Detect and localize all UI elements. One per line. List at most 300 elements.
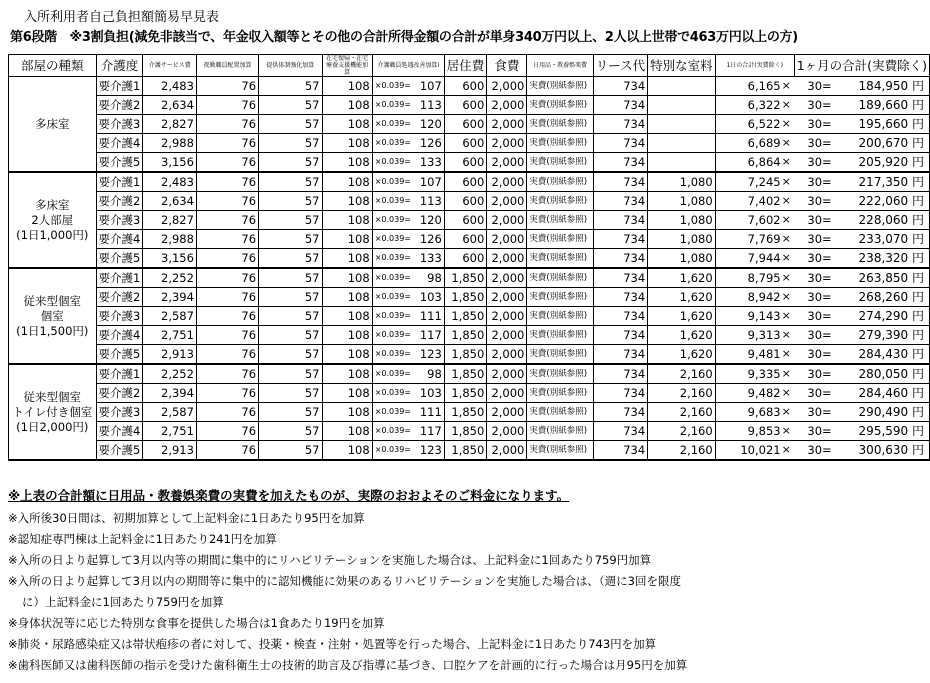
monthly-total: 184,950 円 [832,77,930,96]
daily-goods-fee: 実費(別紙参照) [527,77,593,96]
daily-goods-fee: 実費(別紙参照) [527,364,593,384]
meal-fee: 2,000 [487,403,527,422]
times-sign: × [782,288,795,307]
days-multiplier: 30= [794,288,832,307]
times-sign: × [782,403,795,422]
monthly-total: 300,630 円 [832,441,930,461]
service-system-fee: 57 [259,384,322,403]
meal-fee: 2,000 [487,441,527,461]
special-room-fee: 1,620 [648,268,716,288]
header-care-service: 介護サービス費 [143,55,196,77]
room-type-line: 多床室 [35,197,70,212]
times-sign: × [782,441,795,461]
service-system-fee: 57 [259,326,322,345]
rate-label: ×0.039= [372,77,417,96]
room-type-cell [9,77,97,173]
meal-fee: 2,000 [487,96,527,115]
times-sign: × [782,268,795,288]
treatment-improvement-fee: 117 [417,326,444,345]
times-sign: × [782,153,795,173]
times-sign: × [782,422,795,441]
monthly-total: 217,350 円 [832,172,930,192]
treatment-improvement-fee: 98 [417,364,444,384]
days-multiplier: 30= [794,153,832,173]
home-return-fee: 108 [322,345,372,365]
staff-allocation-fee: 76 [196,172,258,192]
header-special-room: 特別な室料 [648,55,716,77]
room-type-line: (1日1,000円) [16,227,89,242]
residence-fee: 600 [444,115,487,134]
care-service-fee: 2,587 [143,403,196,422]
room-type-line: 2人部屋 [31,212,74,227]
table-row [9,422,930,441]
care-service-fee: 2,483 [143,172,196,192]
times-sign: × [782,134,795,153]
days-multiplier: 30= [794,268,832,288]
days-multiplier: 30= [794,403,832,422]
service-system-fee: 57 [259,441,322,461]
rate-label: ×0.039= [372,403,417,422]
care-level: 要介護5 [96,249,143,269]
home-return-fee: 108 [322,115,372,134]
daily-goods-fee: 実費(別紙参照) [527,211,593,230]
times-sign: × [782,115,795,134]
lease-fee: 734 [593,307,647,326]
header-care-level: 介護度 [96,55,143,77]
lease-fee: 734 [593,115,647,134]
lease-fee: 734 [593,249,647,269]
care-level: 要介護5 [96,153,143,173]
note-item: ※入所の日より起算して3月以内等の期間に集中的にリハビリテーションを実施した場合は、上記料金に1回あたり759円加算 [8,553,652,567]
header-row [9,55,930,77]
residence-fee: 600 [444,96,487,115]
daily-goods-fee: 実費(別紙参照) [527,384,593,403]
lease-fee: 734 [593,384,647,403]
meal-fee: 2,000 [487,230,527,249]
treatment-improvement-fee: 111 [417,307,444,326]
residence-fee: 1,850 [444,268,487,288]
room-type-cell [9,172,97,268]
days-multiplier: 30= [794,345,832,365]
table-row [9,249,930,269]
times-sign: × [782,384,795,403]
treatment-improvement-fee: 123 [417,345,444,365]
staff-allocation-fee: 76 [196,403,258,422]
treatment-improvement-fee: 107 [417,172,444,192]
service-system-fee: 57 [259,96,322,115]
care-level: 要介護2 [96,288,143,307]
room-group [9,77,930,173]
monthly-total: 280,050 円 [832,364,930,384]
residence-fee: 600 [444,172,487,192]
daily-total: 8,795 [715,268,781,288]
treatment-improvement-fee: 103 [417,288,444,307]
note-item: ※肺炎・尿路感染症又は帯状疱疹の者に対して、投薬・検査・注射・処置等を行った場合、上記料金に1日あたり743円を加算 [8,637,657,651]
service-system-fee: 57 [259,288,322,307]
treatment-improvement-fee: 111 [417,403,444,422]
meal-fee: 2,000 [487,249,527,269]
treatment-improvement-fee: 120 [417,211,444,230]
care-level: 要介護5 [96,345,143,365]
treatment-improvement-fee: 133 [417,249,444,269]
days-multiplier: 30= [794,384,832,403]
service-system-fee: 57 [259,211,322,230]
times-sign: × [782,249,795,269]
monthly-total: 222,060 円 [832,192,930,211]
days-multiplier: 30= [794,115,832,134]
care-level: 要介護1 [96,172,143,192]
monthly-total: 189,660 円 [832,96,930,115]
notes [8,486,923,676]
special-room-fee: 1,620 [648,307,716,326]
staff-allocation-fee: 76 [196,249,258,269]
lease-fee: 734 [593,134,647,153]
rate-label: ×0.039= [372,441,417,461]
table-row [9,326,930,345]
home-return-fee: 108 [322,364,372,384]
rate-label: ×0.039= [372,96,417,115]
rate-label: ×0.039= [372,153,417,173]
rate-label: ×0.039= [372,288,417,307]
care-level: 要介護3 [96,403,143,422]
days-multiplier: 30= [794,307,832,326]
daily-goods-fee: 実費(別紙参照) [527,153,593,173]
care-level: 要介護3 [96,307,143,326]
home-return-fee: 108 [322,96,372,115]
lease-fee: 734 [593,172,647,192]
daily-goods-fee: 実費(別紙参照) [527,326,593,345]
meal-fee: 2,000 [487,422,527,441]
daily-goods-fee: 実費(別紙参照) [527,96,593,115]
days-multiplier: 30= [794,326,832,345]
meal-fee: 2,000 [487,211,527,230]
meal-fee: 2,000 [487,192,527,211]
times-sign: × [782,211,795,230]
care-service-fee: 2,394 [143,384,196,403]
care-service-fee: 2,587 [143,307,196,326]
home-return-fee: 108 [322,211,372,230]
room-type-line: 従来型個室 [23,293,82,308]
daily-total: 6,322 [715,96,781,115]
daily-total: 9,683 [715,403,781,422]
care-service-fee: 2,634 [143,96,196,115]
care-service-fee: 2,634 [143,192,196,211]
rate-label: ×0.039= [372,230,417,249]
home-return-fee: 108 [322,384,372,403]
special-room-fee [648,96,716,115]
treatment-improvement-fee: 117 [417,422,444,441]
special-room-fee: 1,620 [648,345,716,365]
monthly-total: 205,920 円 [832,153,930,173]
meal-fee: 2,000 [487,307,527,326]
days-multiplier: 30= [794,364,832,384]
meal-fee: 2,000 [487,134,527,153]
residence-fee: 600 [444,249,487,269]
table-row [9,211,930,230]
staff-allocation-fee: 76 [196,77,258,96]
special-room-fee: 1,620 [648,326,716,345]
days-multiplier: 30= [794,96,832,115]
residence-fee: 1,850 [444,288,487,307]
treatment-improvement-fee: 126 [417,134,444,153]
daily-goods-fee: 実費(別紙参照) [527,403,593,422]
care-service-fee: 3,156 [143,153,196,173]
daily-goods-fee: 実費(別紙参照) [527,345,593,365]
care-service-fee: 2,827 [143,211,196,230]
meal-fee: 2,000 [487,345,527,365]
table-row [9,345,930,365]
treatment-improvement-fee: 98 [417,268,444,288]
residence-fee: 600 [444,134,487,153]
staff-allocation-fee: 76 [196,192,258,211]
care-service-fee: 2,913 [143,441,196,461]
room-type-line: (1日1,500円) [16,323,89,338]
care-service-fee: 3,156 [143,249,196,269]
treatment-improvement-fee: 113 [417,192,444,211]
care-level: 要介護4 [96,326,143,345]
service-system-fee: 57 [259,192,322,211]
residence-fee: 1,850 [444,422,487,441]
daily-goods-fee: 実費(別紙参照) [527,115,593,134]
rate-label: ×0.039= [372,422,417,441]
days-multiplier: 30= [794,211,832,230]
daily-total: 6,522 [715,115,781,134]
home-return-fee: 108 [322,403,372,422]
home-return-fee: 108 [322,326,372,345]
monthly-total: 228,060 円 [832,211,930,230]
room-type-line: トイレ付き個室 [12,404,93,419]
table-row [9,96,930,115]
treatment-improvement-fee: 113 [417,96,444,115]
rate-label: ×0.039= [372,384,417,403]
header-residence: 居住費 [444,55,487,77]
lease-fee: 734 [593,364,647,384]
home-return-fee: 108 [322,307,372,326]
home-return-fee: 108 [322,288,372,307]
staff-allocation-fee: 76 [196,307,258,326]
care-level: 要介護1 [96,77,143,96]
monthly-total: 195,660 円 [832,115,930,134]
daily-total: 6,689 [715,134,781,153]
residence-fee: 1,850 [444,326,487,345]
home-return-fee: 108 [322,268,372,288]
monthly-total: 238,320 円 [832,249,930,269]
rate-label: ×0.039= [372,364,417,384]
lease-fee: 734 [593,288,647,307]
staff-allocation-fee: 76 [196,96,258,115]
lease-fee: 734 [593,345,647,365]
special-room-fee [648,153,716,173]
monthly-total: 284,460 円 [832,384,930,403]
days-multiplier: 30= [794,230,832,249]
meal-fee: 2,000 [487,115,527,134]
lease-fee: 734 [593,230,647,249]
residence-fee: 600 [444,230,487,249]
rate-label: ×0.039= [372,192,417,211]
home-return-fee: 108 [322,249,372,269]
table-row [9,153,930,173]
daily-goods-fee: 実費(別紙参照) [527,422,593,441]
special-room-fee: 1,620 [648,288,716,307]
service-system-fee: 57 [259,307,322,326]
care-level: 要介護2 [96,192,143,211]
service-system-fee: 57 [259,345,322,365]
daily-goods-fee: 実費(別紙参照) [527,307,593,326]
header-room-type: 部屋の種類 [9,55,97,77]
staff-allocation-fee: 76 [196,288,258,307]
header-lease: リース代 [593,55,647,77]
daily-total: 10,021 [715,441,781,461]
monthly-total: 279,390 円 [832,326,930,345]
service-system-fee: 57 [259,268,322,288]
times-sign: × [782,77,795,96]
table-row [9,403,930,422]
care-service-fee: 2,252 [143,364,196,384]
daily-total: 7,245 [715,172,781,192]
staff-allocation-fee: 76 [196,422,258,441]
care-service-fee: 2,751 [143,326,196,345]
service-system-fee: 57 [259,230,322,249]
staff-allocation-fee: 76 [196,441,258,461]
staff-allocation-fee: 76 [196,345,258,365]
lease-fee: 734 [593,326,647,345]
special-room-fee: 2,160 [648,403,716,422]
residence-fee: 1,850 [444,403,487,422]
lease-fee: 734 [593,96,647,115]
rate-label: ×0.039= [372,249,417,269]
daily-total: 8,942 [715,288,781,307]
lease-fee: 734 [593,441,647,461]
times-sign: × [782,192,795,211]
monthly-total: 200,670 円 [832,134,930,153]
treatment-improvement-fee: 120 [417,115,444,134]
residence-fee: 1,850 [444,364,487,384]
staff-allocation-fee: 76 [196,364,258,384]
table-row [9,77,930,96]
home-return-fee: 108 [322,134,372,153]
daily-total: 7,944 [715,249,781,269]
service-system-fee: 57 [259,134,322,153]
staff-allocation-fee: 76 [196,230,258,249]
table-row [9,364,930,384]
table-row [9,307,930,326]
lease-fee: 734 [593,268,647,288]
home-return-fee: 108 [322,77,372,96]
care-service-fee: 2,252 [143,268,196,288]
staff-allocation-fee: 76 [196,326,258,345]
rate-label: ×0.039= [372,307,417,326]
special-room-fee [648,134,716,153]
rate-label: ×0.039= [372,115,417,134]
staff-allocation-fee: 76 [196,211,258,230]
rate-label: ×0.039= [372,211,417,230]
care-service-fee: 2,988 [143,230,196,249]
special-room-fee: 2,160 [648,384,716,403]
special-room-fee: 1,080 [648,211,716,230]
lease-fee: 734 [593,77,647,96]
table-row [9,230,930,249]
residence-fee: 600 [444,77,487,96]
header-daily-total: 1日の合計(実費除く) [715,55,794,77]
note-item: ※認知症専門棟は上記料金に1日あたり241円を加算 [8,532,277,546]
days-multiplier: 30= [794,249,832,269]
lease-fee: 734 [593,192,647,211]
rate-label: ×0.039= [372,172,417,192]
table-row [9,384,930,403]
care-level: 要介護3 [96,211,143,230]
treatment-improvement-fee: 123 [417,441,444,461]
residence-fee: 600 [444,153,487,173]
table-row [9,134,930,153]
room-group [9,172,930,268]
days-multiplier: 30= [794,441,832,461]
room-type-cell [9,364,97,460]
care-level: 要介護4 [96,134,143,153]
daily-total: 9,335 [715,364,781,384]
meal-fee: 2,000 [487,384,527,403]
special-room-fee: 1,080 [648,249,716,269]
times-sign: × [782,230,795,249]
times-sign: × [782,307,795,326]
times-sign: × [782,326,795,345]
care-service-fee: 2,751 [143,422,196,441]
special-room-fee: 2,160 [648,441,716,461]
daily-total: 9,853 [715,422,781,441]
room-type-line: (1日2,000円) [16,419,89,434]
home-return-fee: 108 [322,422,372,441]
meal-fee: 2,000 [487,364,527,384]
care-level: 要介護5 [96,441,143,461]
care-level: 要介護3 [96,115,143,134]
room-type-cell [9,268,97,364]
monthly-total: 233,070 円 [832,230,930,249]
service-system-fee: 57 [259,172,322,192]
staff-allocation-fee: 76 [196,384,258,403]
note-item: ※入所後30日間は、初期加算として上記料金に1日あたり95円を加算 [8,511,365,525]
lease-fee: 734 [593,422,647,441]
monthly-total: 290,490 円 [832,403,930,422]
daily-total: 6,165 [715,77,781,96]
header-staff-allocation: 夜勤職員配置加算 [196,55,258,77]
fee-table [8,54,930,461]
note-item: に）上記料金に1回あたり759円を加算 [22,595,224,609]
daily-total: 6,864 [715,153,781,173]
home-return-fee: 108 [322,153,372,173]
daily-total: 9,313 [715,326,781,345]
care-level: 要介護4 [96,230,143,249]
note-item: ※歯科医師又は歯科医師の指示を受けた歯科衛生士の技術的助言及び指導に基づき、口腔ケアを計画的に行った場合は月95円を加算 [8,658,688,672]
table-row [9,268,930,288]
special-room-fee: 1,080 [648,192,716,211]
service-system-fee: 57 [259,403,322,422]
note-item: ※身体状況等に応じた特別な食事を提供した場合は1食あたり19円を加算 [8,616,385,630]
times-sign: × [782,364,795,384]
monthly-total: 268,260 円 [832,288,930,307]
care-level: 要介護2 [96,96,143,115]
service-system-fee: 57 [259,422,322,441]
meal-fee: 2,000 [487,153,527,173]
staff-allocation-fee: 76 [196,134,258,153]
rate-label: ×0.039= [372,326,417,345]
care-service-fee: 2,394 [143,288,196,307]
room-type-line: 多床室 [35,116,70,131]
note-main: ※上表の合計額に日用品・教養娯楽費の実費を加えたものが、実際のおおよそのご料金になります。 [8,488,570,503]
daily-goods-fee: 実費(別紙参照) [527,172,593,192]
daily-goods-fee: 実費(別紙参照) [527,134,593,153]
daily-goods-fee: 実費(別紙参照) [527,268,593,288]
header-meal: 食費 [487,55,527,77]
staff-allocation-fee: 76 [196,153,258,173]
